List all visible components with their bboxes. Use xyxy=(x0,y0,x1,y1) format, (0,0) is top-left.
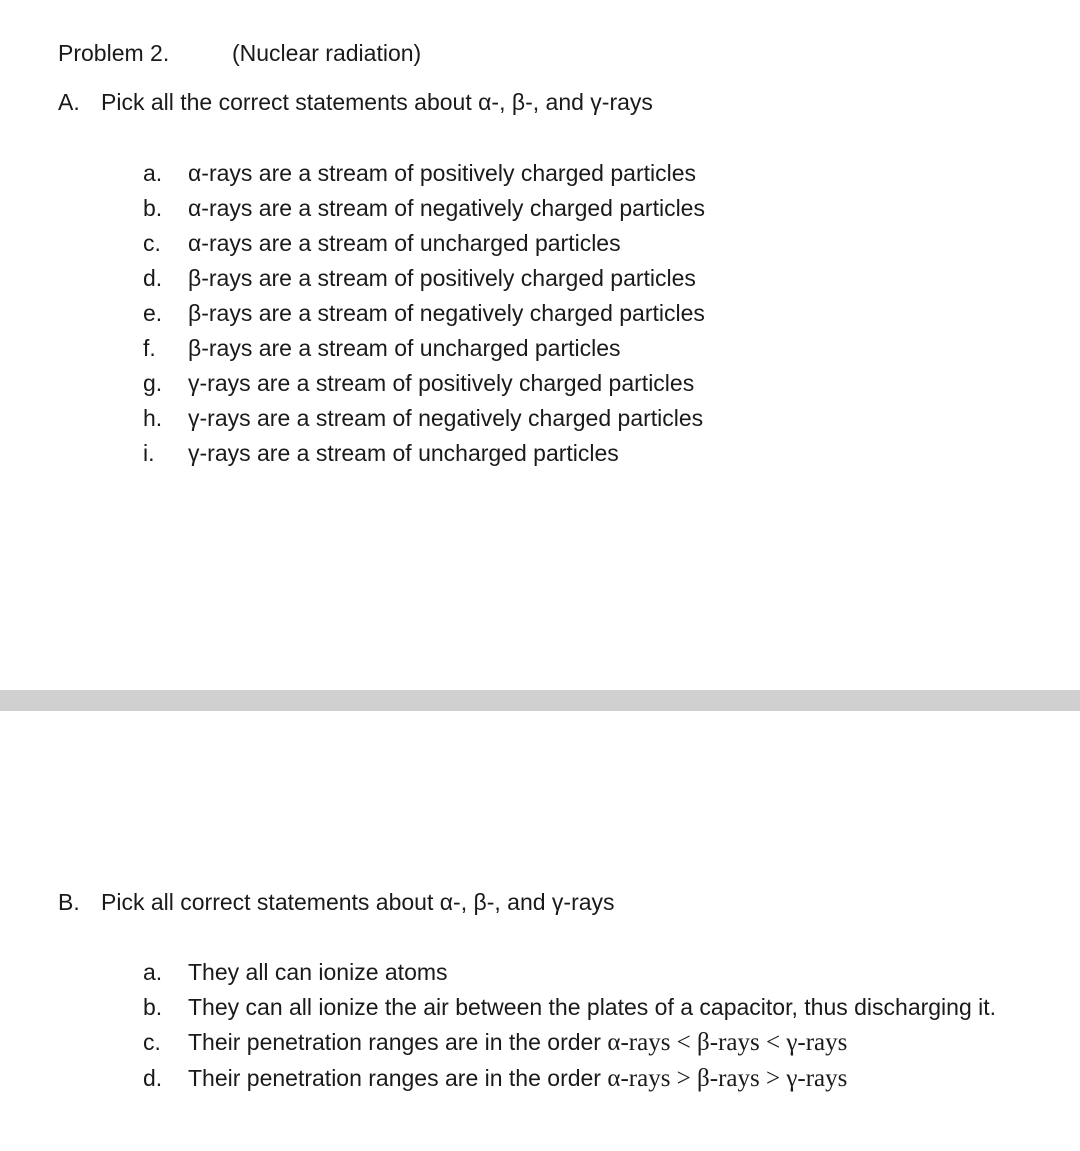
item-letter: a. xyxy=(143,959,163,985)
section-b-prompt: Pick all correct statements about α-, β-, and γ-rays xyxy=(101,889,615,915)
item-letter: b. xyxy=(143,195,163,221)
section-a-letter: A. xyxy=(58,89,80,115)
item-text xyxy=(188,1063,847,1094)
item-text: α-rays are a stream of positively charged particles xyxy=(188,160,696,186)
item-letter: c. xyxy=(143,230,161,256)
item-letter: g. xyxy=(143,370,163,396)
item-text: γ-rays are a stream of positively charged particles xyxy=(188,370,695,396)
order-expression: α-rays < β-rays < γ-rays xyxy=(607,1029,848,1056)
item-letter: c. xyxy=(143,1029,161,1055)
item-text: γ-rays are a stream of negatively charged particles xyxy=(188,405,704,431)
item-letter: b. xyxy=(143,994,163,1020)
item-text: They can all ionize the air between the plates of a capacitor, thus discharging it. xyxy=(188,994,997,1020)
item-text: α-rays are a stream of negatively charged particles xyxy=(188,195,705,221)
item-letter: d. xyxy=(143,1065,163,1091)
problem-title: Problem 2. xyxy=(58,40,170,66)
section-a-prompt: Pick all the correct statements about α-, β-, and γ-rays xyxy=(101,89,653,115)
item-letter: e. xyxy=(143,300,163,326)
item-text: β-rays are a stream of negatively charged particles xyxy=(188,300,705,326)
problem-subtitle: (Nuclear radiation) xyxy=(232,40,422,66)
item-text: α-rays are a stream of uncharged particles xyxy=(188,230,621,256)
item-letter: f. xyxy=(143,335,156,361)
item-text-lead: Their penetration ranges are in the order xyxy=(188,1065,601,1091)
page-divider xyxy=(0,690,1080,711)
item-text: They all can ionize atoms xyxy=(188,959,448,985)
order-expression: α-rays > β-rays > γ-rays xyxy=(607,1065,848,1092)
item-text: γ-rays are a stream of uncharged particles xyxy=(188,440,619,466)
item-letter: h. xyxy=(143,405,163,431)
item-letter: a. xyxy=(143,160,163,186)
item-text: β-rays are a stream of positively charged particles xyxy=(188,265,696,291)
item-text-lead: Their penetration ranges are in the order xyxy=(188,1029,601,1055)
item-text: β-rays are a stream of uncharged particles xyxy=(188,335,621,361)
item-letter: i. xyxy=(143,440,155,466)
item-text xyxy=(188,1027,847,1058)
item-letter: d. xyxy=(143,265,163,291)
section-b-letter: B. xyxy=(58,889,80,915)
